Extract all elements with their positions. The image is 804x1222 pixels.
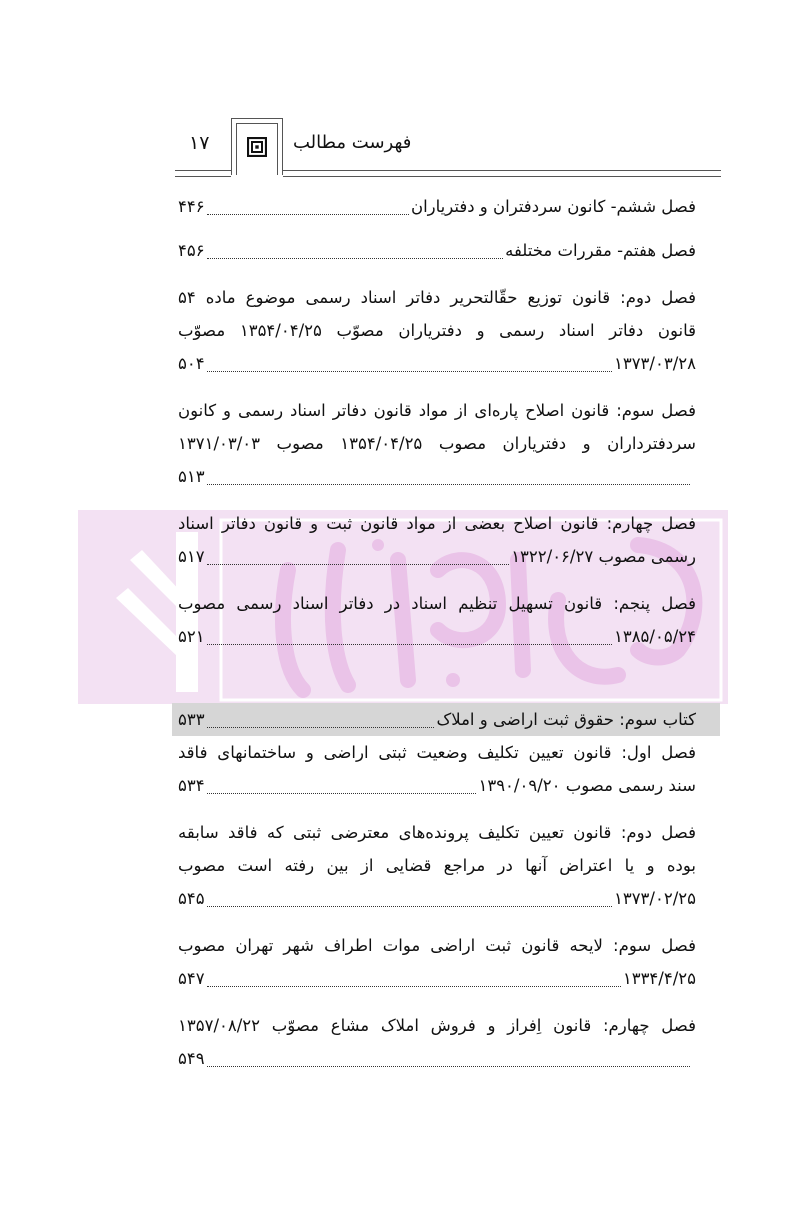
toc-entry[interactable] — [178, 816, 696, 915]
dot-leader — [207, 483, 690, 485]
entry-page: ۵۱۷ — [178, 547, 205, 566]
dot-leader — [207, 726, 435, 728]
dot-leader — [207, 985, 621, 987]
header-rule-right — [283, 170, 721, 177]
dot-leader — [207, 905, 612, 907]
entry-title: فصل ششم- کانون سردفتران و دفتریاران — [410, 197, 696, 216]
dot-leader — [207, 213, 409, 215]
dot-leader — [207, 792, 477, 794]
entry-title: فصل دوم: قانون توزیع حقّالتحریر دفاتر اسناد رسمی موضوع ماده ۵۴ — [178, 288, 696, 307]
toc-entry[interactable] — [178, 281, 696, 380]
page-number: ۱۷ — [189, 132, 210, 154]
entry-page: ۵۱۳ — [178, 467, 205, 486]
entry-title: فصل سوم: قانون اصلاح پاره‌ای از مواد قانون دفاتر اسناد رسمی و کانون — [178, 401, 696, 420]
page-header — [175, 118, 721, 190]
dot-leader — [207, 643, 612, 645]
toc-entry[interactable] — [178, 190, 696, 223]
concentric-squares-icon — [247, 137, 267, 157]
entry-title: فصل چهارم: قانون اصلاح بعضی از مواد قانون ثبت و قانون دفاتر اسناد — [178, 514, 696, 533]
book-page: ۵۳۳ — [178, 710, 205, 729]
entry-page: ۵۴۹ — [178, 1049, 205, 1068]
table-of-contents — [178, 190, 696, 1075]
entry-title: ۱۳۸۵/۰۵/۲۴ — [613, 627, 696, 646]
toc-entry[interactable] — [178, 234, 696, 267]
entry-page: ۴۴۶ — [178, 197, 205, 216]
entry-page: ۴۵۶ — [178, 241, 205, 260]
entry-title: ۱۳۷۳/۰۲/۲۵ — [613, 889, 696, 908]
toc-entry[interactable] — [178, 507, 696, 573]
entry-page: ۵۴۵ — [178, 889, 205, 908]
toc-entry[interactable] — [178, 394, 696, 493]
entry-title: بوده و یا اعتراض آنها در مراجع قضایی از بین رفته است مصوب — [178, 856, 696, 875]
entry-title: فصل پنجم: قانون تسهیل تنظیم اسناد در دفاتر اسناد رسمی مصوب — [178, 594, 696, 613]
entry-title: فصل هفتم- مقررات مختلفه — [505, 241, 696, 260]
dot-leader — [207, 370, 612, 372]
dot-leader — [207, 257, 504, 259]
entry-title: رسمی مصوب ۱۳۲۲/۰۶/۲۷ — [511, 547, 696, 566]
toc-entry[interactable] — [178, 736, 696, 802]
toc-book-heading[interactable] — [172, 703, 720, 736]
page-title: فهرست مطالب — [293, 132, 412, 153]
entry-page: ۵۳۴ — [178, 776, 205, 795]
toc-entry[interactable] — [178, 1009, 696, 1075]
entry-title: قانون دفاتر اسناد رسمی و دفتریاران مصوّب ۱۳۵۴/۰۴/۲۵ مصوّب — [178, 321, 697, 340]
dot-leader — [207, 563, 510, 565]
entry-page: ۵۰۴ — [178, 354, 205, 373]
entry-title: ۱۳۷۳/۰۳/۲۸ — [613, 354, 696, 373]
entry-title: سردفترداران و دفتریاران مصوب ۱۳۵۴/۰۴/۲۵ مصوب ۱۳۷۱/۰۳/۰۳ — [178, 434, 697, 453]
entry-title: ۱۳۳۴/۴/۲۵ — [622, 969, 696, 988]
entry-page: ۵۴۷ — [178, 969, 205, 988]
entry-title: فصل چهارم: قانون اِفراز و فروش املاک مشاع مصوّب ۱۳۵۷/۰۸/۲۲ — [178, 1016, 696, 1035]
toc-entry[interactable] — [178, 587, 696, 653]
entry-title: سند رسمی مصوب ۱۳۹۰/۰۹/۲۰ — [478, 776, 696, 795]
entry-title: فصل سوم: لایحه قانون ثبت اراضی موات اطراف شهر تهران مصوب — [178, 936, 696, 955]
entry-title: فصل دوم: قانون تعیین تکلیف پرونده‌های معترضی ثبتی که فاقد سابقه — [178, 823, 696, 842]
header-rule-left — [175, 170, 231, 177]
book-title: کتاب سوم: حقوق ثبت اراضی و املاک — [436, 710, 696, 729]
entry-title: فصل اول: قانون تعیین تکلیف وضعیت ثبتی اراضی و ساختمانهای فاقد — [178, 743, 696, 762]
entry-page: ۵۲۱ — [178, 627, 205, 646]
toc-entry[interactable] — [178, 929, 696, 995]
dot-leader — [207, 1065, 690, 1067]
